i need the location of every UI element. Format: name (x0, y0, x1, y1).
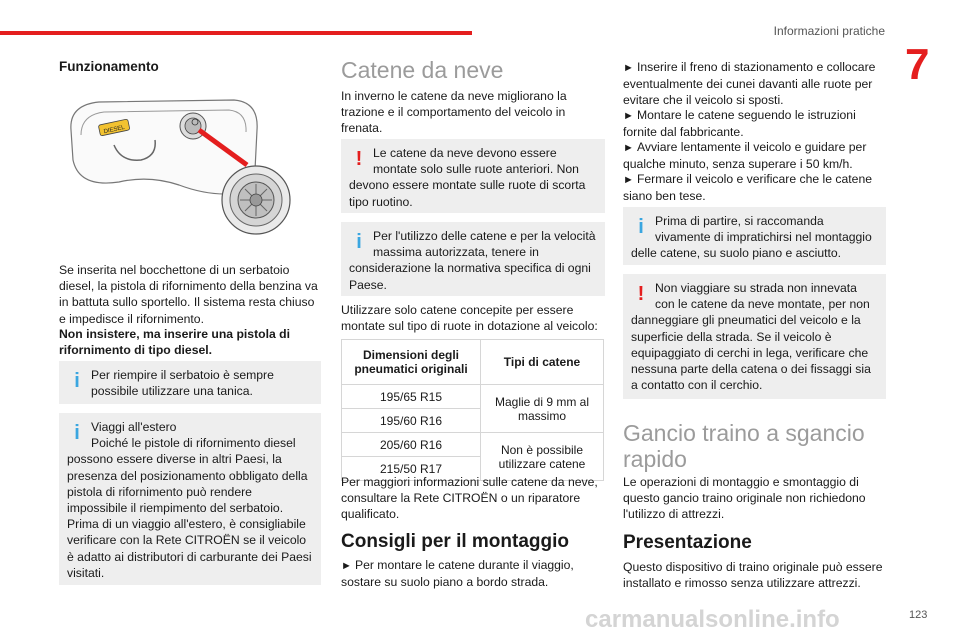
info-note-text: considerazione la normativa specifica di ogni Paese. (349, 261, 591, 292)
warning-note-no-snow (623, 274, 886, 399)
watermark: carmanualsonline.info (585, 606, 840, 633)
table-row (342, 433, 604, 457)
warning-icon: ! (355, 148, 363, 170)
step-text: Per montare le catene durante il viaggio, sostare su suolo piano a bordo strada. (341, 558, 574, 590)
warning-note-front-wheels (341, 139, 605, 213)
paragraph-towbar-presentation: Questo dispositivo di traino originale può essere installato e rimosso senza utilizzare attrezzi. (623, 560, 883, 591)
table-row (342, 385, 604, 409)
step-item (623, 107, 885, 140)
paragraph-chain-types: Utilizzare solo catene concepite per essere montate sul tipo di ruote in dotazione al veicolo: (341, 303, 598, 334)
section-title-snow-chains: Catene da neve (341, 57, 504, 83)
arrow-step-icon: ► (341, 560, 355, 572)
info-icon: i (74, 370, 80, 392)
warning-note-line: Le catene da neve devono essere (373, 146, 557, 160)
info-icon: i (74, 422, 80, 444)
table-cell-chain: Non è possibile utilizzare catene (481, 433, 604, 481)
arrow-step-icon: ► (623, 142, 637, 154)
step-text: Avviare lentamente il veicolo e guidare per qualche minuto, senza superare i 50 km/h. (623, 140, 867, 172)
info-icon: i (638, 216, 644, 238)
step-text: Fermare il veicolo e verificare che le catene siano ben tese. (623, 172, 873, 204)
info-note-text: delle catene, su suolo piano e asciutto. (631, 246, 842, 261)
info-icon: i (356, 231, 362, 253)
info-note-text: Prima di un viaggio all'estero, è consigliabile verificare con la Rete CITROËN se il veicolo è adatto ai distributori di carburante dei Paesi visitati. (67, 517, 312, 580)
info-note-line: massima autorizzata, tenere in (373, 245, 539, 260)
subsection-title-presentation: Presentazione (623, 532, 752, 553)
paragraph-filler-advice: Non insistere, ma inserire una pistola di rifornimento di tipo diesel. (59, 327, 290, 358)
info-note-line: Prima di partire, si raccomanda (655, 214, 824, 228)
info-note-travel-abroad (59, 413, 321, 585)
header-accent-bar (0, 31, 472, 35)
paragraph-snow-chains-intro: In inverno le catene da neve migliorano la trazione e il comportamento del veicolo in frenata. (341, 89, 567, 136)
info-note-title: Viaggi all'estero (91, 420, 177, 434)
step-item (623, 139, 885, 172)
table-cell-size: 195/65 R15 (342, 385, 481, 409)
step-item (623, 59, 885, 109)
warning-note-line: con le catene da neve montate, per non (655, 297, 870, 312)
info-note-text: possono essere diverse in altri Paesi, la presenza del posizionamento obbligato della pistola di rifornimento può rendere impossibile il riempimento del serbatoio. (67, 452, 308, 516)
info-note-text: Per riempire il serbatoio è sempre possibile utilizzare una tanica. (91, 368, 274, 399)
arrow-step-icon: ► (623, 174, 637, 186)
step-item (341, 557, 603, 590)
chapter-number: 7 (905, 40, 930, 89)
paragraph-towbar-intro: Le operazioni di montaggio e smontaggio di questo gancio traino originale non richiedono l'utilizzo di attrezzi. (623, 475, 866, 522)
table-cell-size: 215/50 R17 (342, 457, 481, 481)
info-note-line: vivamente di impratichirsi nel montaggio (655, 230, 872, 245)
info-note-regulations (341, 222, 605, 296)
warning-note-text: danneggiare gli pneumatici del veicolo e la superficie della strada. Se il veicolo è equipaggiato di cerchi in lega, verificare che nessuna parte della catena o dei fissaggi sia a contatto con il cerchio. (631, 313, 871, 393)
fuel-filler-illustration (59, 90, 319, 245)
subsection-title-mounting-advice: Consigli per il montaggio (341, 531, 569, 552)
table-cell-size: 205/60 R16 (342, 433, 481, 457)
diesel-label: DIESEL (103, 124, 126, 136)
info-note-practice (623, 207, 886, 265)
step-text: Montare le catene seguendo le istruzioni fornite dal fabbricante. (623, 108, 856, 140)
arrow-step-icon: ► (623, 62, 637, 74)
section-title: Informazioni pratiche (773, 24, 885, 38)
page-number: 123 (909, 609, 928, 621)
step-item (623, 171, 885, 204)
table-cell-size: 195/60 R16 (342, 409, 481, 433)
warning-note-text: devono essere montate sulle ruote di scorta tipo ruotino. (349, 178, 586, 209)
paragraph-more-info: Per maggiori informazioni sulle catene da neve, consultare la Rete CITROËN o un riparatore qualificato. (341, 475, 598, 522)
paragraph-filler-behaviour: Se inserita nel bocchettone di un serbatoio diesel, la pistola di rifornimento della benzina va in battuta sullo sportello. Il sistema resta chiuso e impedisce il rifornimento. (59, 263, 318, 326)
info-note-jerrycan (59, 361, 321, 404)
table-header-chain-type: Tipi di catene (481, 340, 604, 385)
info-note-line: Per l'utilizzo delle catene e per la velocità (373, 229, 596, 243)
warning-note-line: Non viaggiare su strada non innevata (655, 281, 857, 295)
table-header-tyre-size: Dimensioni degli pneumatici originali (342, 340, 481, 385)
section-title-towbar: Gancio traino a sgancio rapido (623, 420, 865, 472)
table-cell-chain: Maglie di 9 mm al massimo (481, 385, 604, 433)
snow-chain-table (341, 339, 604, 481)
arrow-step-icon: ► (623, 110, 637, 122)
warning-note-line: montate solo sulle ruote anteriori. Non (373, 162, 579, 177)
section-heading-funzionamento: Funzionamento (59, 59, 159, 74)
step-text: Inserire il freno di stazionamento e collocare eventualmente dei cunei davanti alle ruote per evitare che il veicolo si sposti. (623, 60, 876, 108)
info-note-line: Poiché le pistole di rifornimento diesel (91, 436, 296, 451)
warning-icon: ! (637, 283, 645, 305)
